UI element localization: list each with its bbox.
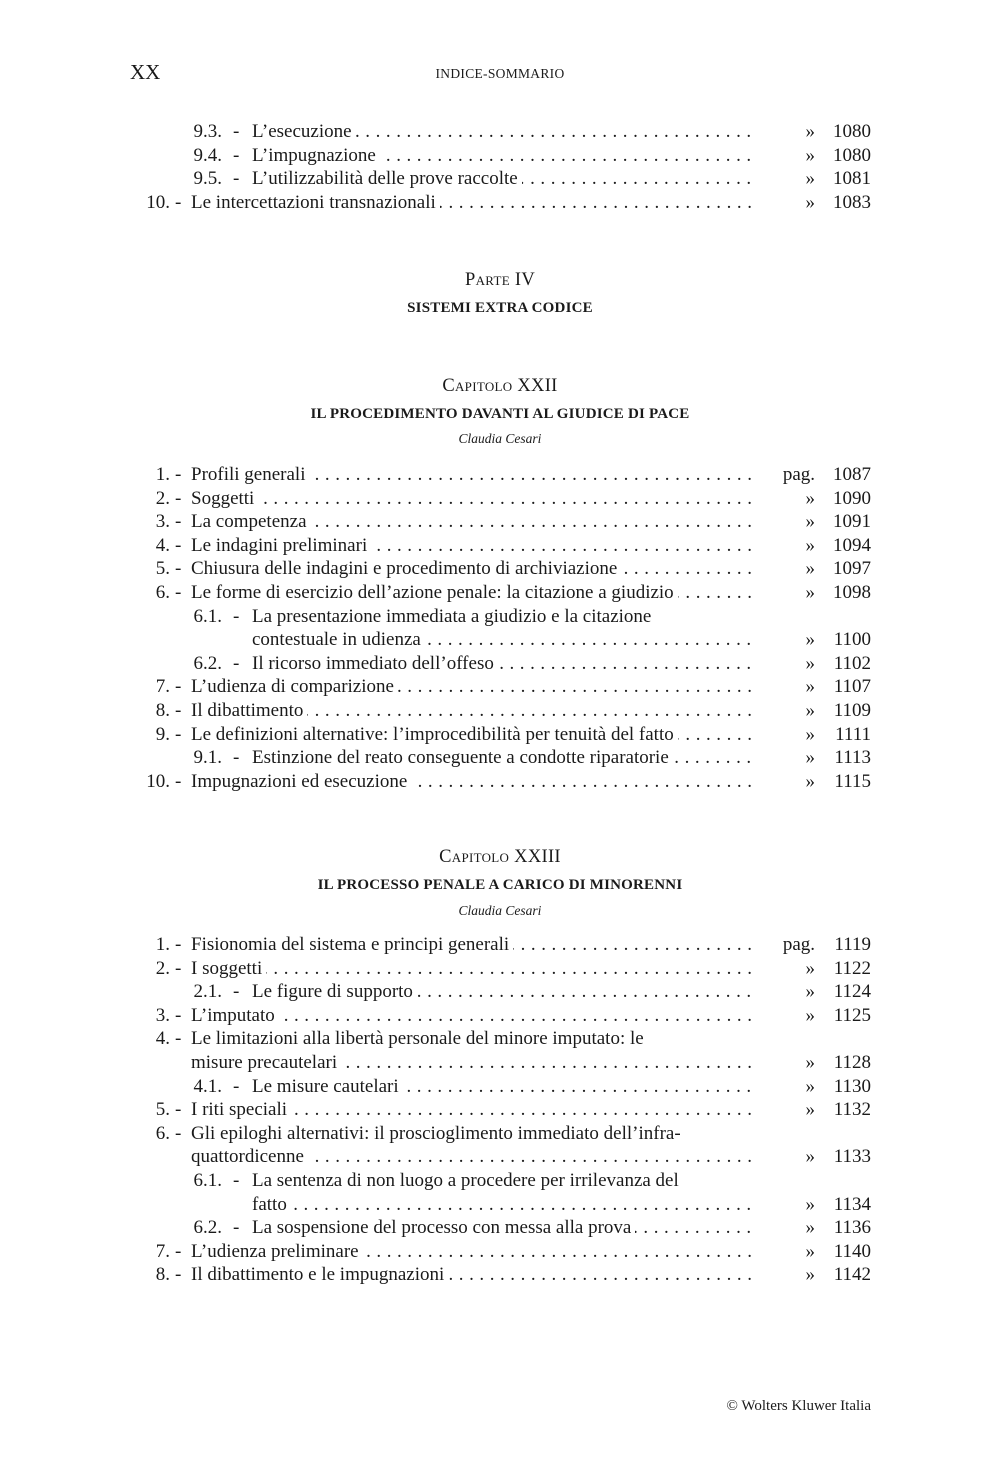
entry-page-number: 1107 (833, 676, 871, 698)
entry-dash: - (175, 1240, 182, 1262)
entry-number: 6.2. (193, 1217, 222, 1239)
entry-title (191, 1122, 758, 1146)
entry-page-number: 1113 (834, 747, 871, 769)
entry-page-number: 1133 (833, 1146, 871, 1168)
entry-title (252, 980, 758, 1004)
entry-page-mark: » (805, 1240, 815, 1262)
entry-page-mark: » (805, 747, 815, 769)
entry-page-number: 1080 (833, 144, 871, 166)
entry-number: 2. (155, 957, 170, 979)
entry-page-mark: » (805, 629, 815, 651)
entry-dash: - (175, 770, 182, 792)
entry-title-text: La competenza (191, 511, 311, 532)
toc-entry (0, 933, 1000, 957)
entry-dash: - (175, 1004, 182, 1026)
toc-entry (0, 1240, 1000, 1264)
entry-dash: - (233, 121, 240, 142)
entry-page-mark: » (805, 168, 815, 190)
entry-number: 1. (155, 934, 170, 955)
entry-title-text: Il dibattimento (191, 700, 307, 721)
entry-number: 9.1. (193, 747, 222, 769)
toc-top-block (0, 120, 1000, 214)
entry-dash: - (175, 1122, 182, 1144)
entry-title (191, 487, 758, 511)
entry-page-mark: » (805, 581, 815, 603)
toc-entry (0, 581, 1000, 605)
entry-page-mark: » (805, 121, 815, 142)
entry-title (191, 770, 758, 794)
entry-title-text: Le indagini preliminari (191, 535, 371, 556)
toc-entry (0, 1169, 1000, 1193)
entry-title-continued-text: contestuale in udienza (252, 629, 425, 650)
entry-title-text: Estinzione del reato conseguente a condotte riparatorie (252, 747, 673, 768)
toc-entry (0, 120, 1000, 144)
toc-entry (0, 980, 1000, 1004)
toc-entry (0, 675, 1000, 699)
toc-entry (0, 652, 1000, 676)
entry-page-number: 1125 (833, 1004, 871, 1026)
entry-page-number: 1090 (833, 487, 871, 509)
entry-title-text: L’udienza di comparizione (191, 676, 398, 697)
toc-entry (0, 487, 1000, 511)
chapter-23-label: Capitolo XXIII (439, 847, 561, 867)
entry-number: 4. (155, 534, 170, 556)
entry-title-continued (252, 628, 758, 652)
entry-title-text: L’udienza preliminare (191, 1241, 363, 1262)
entry-dash: - (233, 168, 240, 190)
entry-title (252, 605, 758, 629)
chapter-22-label: Capitolo XXII (442, 376, 558, 396)
entry-title (191, 191, 758, 215)
toc-entry (0, 191, 1000, 215)
entry-page-number: 1097 (833, 558, 871, 580)
entry-number: 8. (155, 699, 170, 721)
entry-title-text: I riti speciali (191, 1099, 291, 1120)
entry-number: 6.1. (193, 605, 222, 627)
chapter-22-author: Claudia Cesari (458, 431, 542, 446)
entry-dash: - (175, 699, 182, 721)
entry-page-mark: » (805, 534, 815, 556)
entry-title-text: Gli epiloghi alternativi: il proscioglimento immediato dell’infra- (191, 1123, 685, 1144)
toc-entry (0, 605, 1000, 629)
entry-dash: - (175, 581, 182, 603)
entry-title-text: L’utilizzabilità delle prove raccolte (252, 168, 522, 189)
entry-page-number: 1087 (833, 464, 871, 485)
entry-page-mark: » (805, 1264, 815, 1286)
entry-title (191, 1263, 758, 1287)
entry-title (252, 120, 758, 144)
entry-number: 9.4. (193, 144, 222, 166)
entry-title-text: Fisionomia del sistema e principi generali (191, 934, 513, 955)
entry-page-mark: » (805, 191, 815, 213)
entry-title-text: La sospensione del processo con messa alla prova (252, 1217, 635, 1238)
entry-page-mark: » (805, 1004, 815, 1026)
entry-title (191, 1240, 758, 1264)
toc-entry-continuation (0, 1193, 1000, 1217)
entry-number: 2.1. (193, 981, 222, 1003)
entry-dash: - (233, 1075, 240, 1097)
entry-number: 9.5. (193, 168, 222, 190)
entry-page-number: 1136 (833, 1217, 871, 1239)
entry-title-continued (191, 1145, 758, 1169)
entry-page-number: 1119 (834, 934, 871, 955)
entry-dash: - (175, 1028, 182, 1050)
entry-dash: - (175, 723, 182, 745)
entry-title (191, 957, 758, 981)
entry-title-text: Soggetti (191, 488, 258, 509)
entry-page-mark: pag. (782, 464, 815, 485)
entry-page-number: 1102 (833, 652, 871, 674)
toc-entry-continuation (0, 628, 1000, 652)
entry-title-continued-text: fatto (252, 1194, 291, 1215)
entry-page-mark: » (805, 1051, 815, 1073)
entry-number: 4. (155, 1028, 170, 1050)
entry-title-continued-text: misure precautelari (191, 1052, 341, 1073)
toc-entry (0, 144, 1000, 168)
entry-title (191, 1004, 758, 1028)
toc-entry (0, 557, 1000, 581)
entry-page-mark: » (805, 144, 815, 166)
entry-title (191, 463, 758, 487)
entry-title-text: Il ricorso immediato dell’offeso (252, 653, 498, 674)
entry-page-mark: » (805, 1217, 815, 1239)
toc-chapter-22-block (0, 463, 1000, 793)
entry-dash: - (175, 1264, 182, 1286)
entry-page-number: 1083 (833, 191, 871, 213)
entry-title (191, 933, 758, 957)
toc-entry (0, 770, 1000, 794)
entry-page-number: 1081 (833, 168, 871, 190)
entry-page-number: 1091 (833, 511, 871, 533)
entry-title-text: Le forme di esercizio dell’azione penale: la citazione a giudizio (191, 582, 678, 603)
entry-number: 2. (155, 487, 170, 509)
entry-number: 5. (155, 1099, 170, 1121)
entry-page-mark: » (805, 1193, 815, 1215)
toc-entry (0, 534, 1000, 558)
entry-title-text: La presentazione immediata a giudizio e la citazione (252, 606, 655, 627)
entry-title-text: I soggetti (191, 958, 266, 979)
chapter-22-title: IL PROCEDIMENTO DAVANTI AL GIUDICE DI PACE (310, 406, 690, 422)
entry-title (252, 1075, 758, 1099)
entry-title (191, 1098, 758, 1122)
toc-entry-continuation (0, 1145, 1000, 1169)
entry-number: 9.3. (193, 121, 222, 142)
entry-dash: - (233, 1217, 240, 1239)
entry-title (252, 1169, 758, 1193)
entry-page-number: 1122 (833, 957, 871, 979)
chapter-23-author: Claudia Cesari (458, 903, 542, 918)
entry-page-mark: » (805, 1075, 815, 1097)
entry-number: 1. (155, 464, 170, 485)
entry-page-number: 1128 (833, 1051, 871, 1073)
toc-entry (0, 746, 1000, 770)
entry-title (252, 746, 758, 770)
entry-title (191, 534, 758, 558)
entry-title-text: L’imputato (191, 1005, 279, 1026)
entry-title (252, 167, 758, 191)
entry-dash: - (233, 981, 240, 1003)
entry-page-mark: » (805, 770, 815, 792)
entry-page-number: 1115 (834, 770, 871, 792)
entry-number: 3. (155, 1004, 170, 1026)
entry-number: 5. (155, 558, 170, 580)
entry-dash: - (233, 652, 240, 674)
entry-title-text: Le intercettazioni transnazionali (191, 192, 440, 213)
toc-entry (0, 957, 1000, 981)
toc-chapter-23-block (0, 933, 1000, 1287)
entry-dash: - (175, 676, 182, 698)
entry-dash: - (175, 534, 182, 556)
entry-title (191, 581, 758, 605)
running-head: INDICE-SOMMARIO (435, 66, 565, 81)
entry-page-mark: » (805, 699, 815, 721)
entry-title-text: Le misure cautelari (252, 1076, 403, 1097)
entry-page-mark: » (805, 1146, 815, 1168)
entry-page-mark: » (805, 558, 815, 580)
entry-dash: - (175, 191, 182, 213)
entry-title-text: L’esecuzione (252, 121, 356, 142)
entry-number: 6.2. (193, 652, 222, 674)
entry-page-number: 1140 (833, 1240, 871, 1262)
entry-title-text: Profili generali (191, 464, 310, 485)
entry-page-number: 1134 (833, 1193, 871, 1215)
entry-title-text: L’impugnazione (252, 145, 380, 166)
entry-page-mark: » (805, 511, 815, 533)
entry-title-text: La sentenza di non luogo a procedere per irrilevanza del (252, 1170, 683, 1191)
page-number: XX (130, 60, 161, 84)
entry-dash: - (175, 558, 182, 580)
entry-page-mark: » (805, 487, 815, 509)
entry-page-number: 1100 (833, 629, 871, 651)
entry-page-number: 1098 (833, 581, 871, 603)
entry-number: 9. (155, 723, 170, 745)
entry-number: 6. (155, 1122, 170, 1144)
entry-page-mark: » (805, 676, 815, 698)
entry-number: 7. (155, 676, 170, 698)
entry-title-text: Chiusura delle indagini e procedimento di archiviazione (191, 558, 621, 579)
entry-page-mark: » (805, 652, 815, 674)
entry-title (191, 1027, 758, 1051)
entry-number: 6.1. (193, 1169, 222, 1191)
entry-title-text: Le figure di supporto (252, 981, 417, 1002)
entry-dash: - (233, 747, 240, 769)
entry-title (252, 652, 758, 676)
toc-entry (0, 167, 1000, 191)
toc-entry (0, 1027, 1000, 1051)
entry-page-number: 1142 (833, 1264, 871, 1286)
entry-page-number: 1094 (833, 534, 871, 556)
entry-dash: - (175, 957, 182, 979)
entry-title-continued (191, 1051, 758, 1075)
entry-dash: - (233, 144, 240, 166)
entry-title (191, 699, 758, 723)
entry-dash: - (175, 934, 182, 955)
toc-entry (0, 723, 1000, 747)
toc-entry (0, 1075, 1000, 1099)
entry-number: 7. (155, 1240, 170, 1262)
entry-dash: - (175, 487, 182, 509)
entry-number: 10. (146, 191, 170, 213)
entry-page-number: 1130 (833, 1075, 871, 1097)
part-label: Parte IV (465, 270, 535, 290)
entry-page-number: 1124 (833, 981, 871, 1003)
entry-number: 3. (155, 511, 170, 533)
entry-page-mark: » (805, 957, 815, 979)
entry-dash: - (175, 511, 182, 533)
entry-dash: - (175, 1099, 182, 1121)
entry-page-number: 1109 (833, 699, 871, 721)
entry-dash: - (233, 1169, 240, 1191)
entry-title (191, 723, 758, 747)
entry-title-text: Le limitazioni alla libertà personale del minore imputato: le (191, 1028, 648, 1049)
chapter-23-title: IL PROCESSO PENALE A CARICO DI MINORENNI (317, 877, 683, 893)
entry-number: 4.1. (193, 1075, 222, 1097)
toc-entry (0, 510, 1000, 534)
entry-title-text: Il dibattimento e le impugnazioni (191, 1264, 448, 1285)
copyright: © Wolters Kluwer Italia (726, 1398, 871, 1414)
entry-page-mark: » (805, 1099, 815, 1121)
entry-page-mark: » (805, 723, 815, 745)
entry-title (252, 1216, 758, 1240)
entry-page-number: 1132 (833, 1099, 871, 1121)
entry-title (191, 557, 758, 581)
entry-title (252, 144, 758, 168)
entry-page-mark: pag. (782, 934, 815, 955)
entry-title-continued (252, 1193, 758, 1217)
toc-entry (0, 463, 1000, 487)
entry-title-continued-text: quattordicenne (191, 1146, 308, 1167)
entry-number: 8. (155, 1264, 170, 1286)
entry-dash: - (233, 605, 240, 627)
toc-entry (0, 1216, 1000, 1240)
entry-page-number: 1080 (833, 121, 871, 142)
entry-title (191, 510, 758, 534)
entry-page-number: 1111 (835, 723, 871, 745)
entry-title-text: Le definizioni alternative: l’improcedibilità per tenuità del fatto (191, 724, 678, 745)
entry-dash: - (175, 464, 182, 485)
toc-entry (0, 1004, 1000, 1028)
toc-entry-continuation (0, 1051, 1000, 1075)
entry-page-mark: » (805, 981, 815, 1003)
entry-title-text: Impugnazioni ed esecuzione (191, 771, 411, 792)
toc-entry (0, 1263, 1000, 1287)
entry-title (191, 675, 758, 699)
entry-number: 10. (146, 770, 170, 792)
part-title: SISTEMI EXTRA CODICE (407, 300, 593, 316)
entry-number: 6. (155, 581, 170, 603)
toc-entry (0, 1122, 1000, 1146)
toc-entry (0, 699, 1000, 723)
toc-entry (0, 1098, 1000, 1122)
